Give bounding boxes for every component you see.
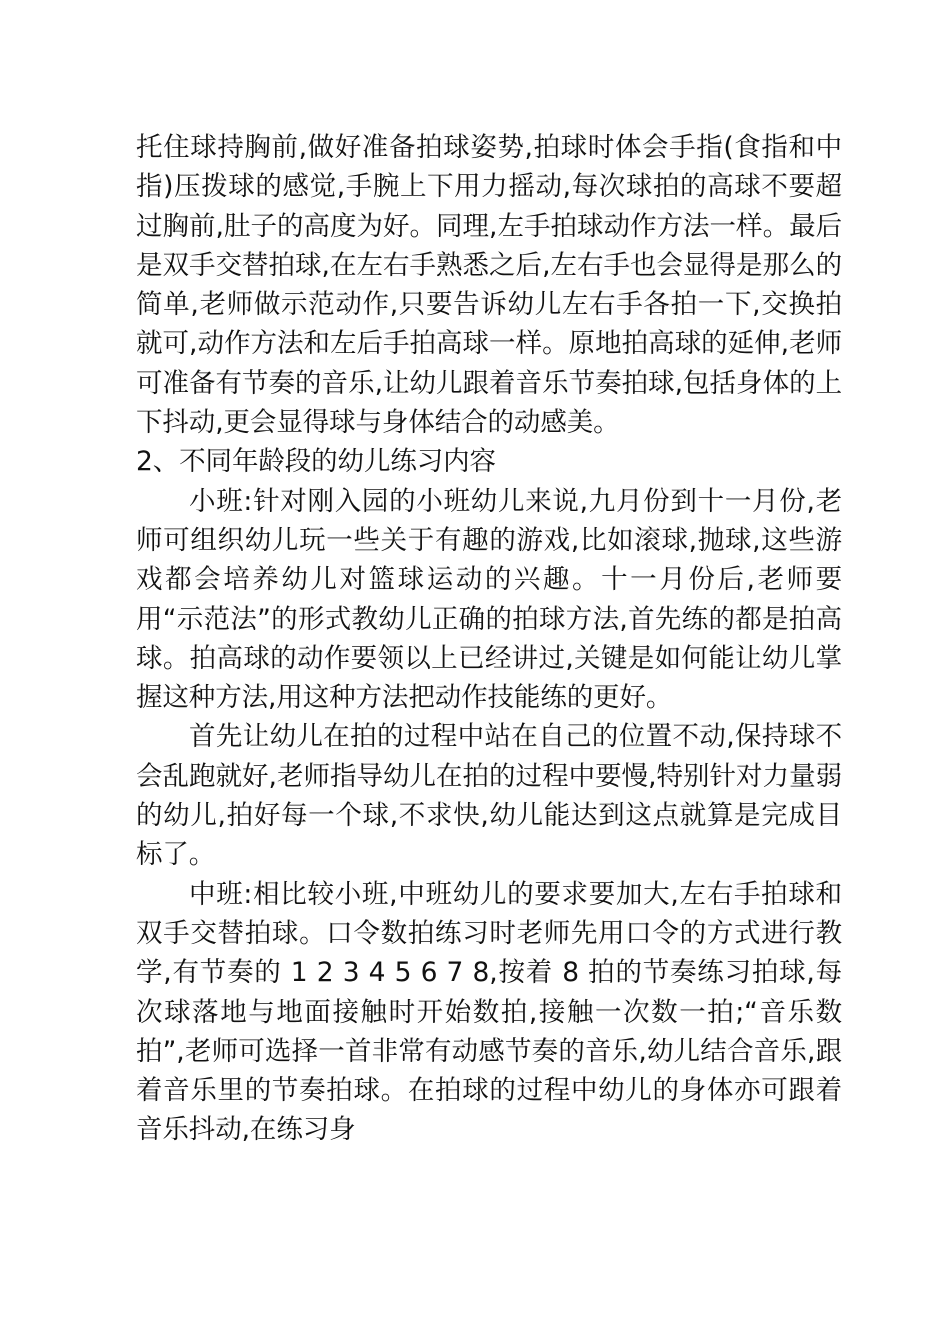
paragraph-middle-class: 中班:相比较小班,中班幼儿的要求要加大,左右手拍球和双手交替拍球。口令数拍练习时老师先用口令的方式进行教学,有节奏的 1 2 3 4 5 6 7 8,按着 8 拍的节奏练习拍球,每次球落地与地面接触时开始数拍,接触一次数一拍;“音乐数拍”,老师可选择一首非常有动感节奏的音乐,幼儿结合音乐,跟着音乐里的节奏拍球。在拍球的过程中幼儿的身体亦可跟着音乐抖动,在练习身 bbox=[136, 878, 842, 1146]
document-page bbox=[136, 128, 842, 1150]
paragraph-small-class: 小班:针对刚入园的小班幼儿来说,九月份到十一月份,老师可组织幼儿玩一些关于有趣的游戏,比如滚球,抛球,这些游戏都会培养幼儿对篮球运动的兴趣。十一月份后,老师要用“示范法”的形式教幼儿正确的拍球方法,首先练的都是拍高球。拍高球的动作要领以上已经讲过,关键是如何能让幼儿掌握这种方法,用这种方法把动作技能练的更好。 bbox=[136, 485, 842, 714]
paragraph-dribbling-method: 托住球持胸前,做好准备拍球姿势,拍球时体会手指(食指和中指)压拨球的感觉,手腕上下用力摇动,每次球拍的高球不要超过胸前,肚子的高度为好。同理,左手拍球动作方法一样。最后是双手交替拍球,在左右手熟悉之后,左右手也会显得是那么的简单,老师做示范动作,只要告诉幼儿左右手各拍一下,交换拍就可,动作方法和左后手拍高球一样。原地拍高球的延伸,老师可准备有节奏的音乐,让幼儿跟着音乐节奏拍球,包括身体的上下抖动,更会显得球与身体结合的动感美。 bbox=[136, 132, 842, 439]
paragraph-stand-still: 首先让幼儿在拍的过程中站在自己的位置不动,保持球不会乱跑就好,老师指导幼儿在拍的过程中要慢,特别针对力量弱的幼儿,拍好每一个球,不求快,幼儿能达到这点就算是完成目标了。 bbox=[136, 721, 842, 871]
section-heading-age-groups: 2、不同年龄段的幼儿练习内容 bbox=[136, 446, 496, 478]
